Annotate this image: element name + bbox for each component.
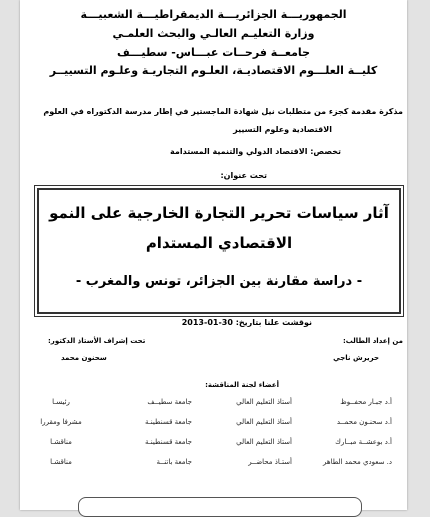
member-rank: أستـاذ محاضــر xyxy=(248,458,292,466)
member-role: رئيسـا xyxy=(52,398,70,406)
thesis-subtitle: - دراسة مقارنة بين الجزائر، تونس والمغرب - xyxy=(75,274,363,289)
header-line-republic: الجمهوريـــة الجزائريـــة الديمقراطيـــة الشعبيـــة xyxy=(80,8,347,21)
defense-date: نوقشت علنا بتاريخ: 30-01-2013 xyxy=(181,318,312,327)
member-name: أ.د بوعشــة مبــارك xyxy=(335,438,392,446)
committee-table xyxy=(27,398,392,478)
committee-label: أعضاء لجنة المناقشة: xyxy=(205,381,279,389)
supervisor-name: سحنون محمد xyxy=(61,354,107,362)
committee-row xyxy=(27,418,392,429)
student-name: حريرش ناجي xyxy=(333,354,379,362)
member-university: جامعة قسنطينـة xyxy=(144,418,192,426)
memo-line-1: مذكرة مقدمة كجزء من متطلبات نيل شهادة الماجستير في إطار مدرسة الدكتوراه في العلوم xyxy=(43,107,403,116)
member-rank: أستاذ التعليم العالي xyxy=(236,398,292,406)
document-page xyxy=(20,0,407,510)
specialty: تخصص: الاقتصاد الدولي والتنمية المستدامة xyxy=(170,147,341,156)
member-name: د. سعودي محمد الطاهر xyxy=(323,458,392,466)
member-role: مناقشـا xyxy=(50,458,72,466)
thesis-title-line-1: آثار سياسات تحرير التجارة الخارجية على النمو xyxy=(49,204,389,222)
member-role: مشرفا ومقررا xyxy=(40,418,82,426)
committee-row xyxy=(27,458,392,469)
academic-year-box xyxy=(78,497,362,517)
committee-row xyxy=(27,398,392,409)
header-line-university: جامعــة فرحــات عبـــاس- سطيـــف xyxy=(117,46,310,59)
header-line-faculty: كليــة العلـــوم الاقتصاديـة، العلـوم التجاريـة وعلـوم التسييــر xyxy=(49,64,378,77)
member-university: جامعة قسنطينـة xyxy=(144,438,192,446)
title-frame xyxy=(37,188,401,314)
thesis-title-line-2: الاقتصادي المستدام xyxy=(145,234,293,252)
member-rank: أستاذ التعليم العالي xyxy=(236,418,292,426)
header-line-ministry: وزارة التعليـم العالـي والبحث العلمـي xyxy=(112,27,315,40)
under-title-label: تحت عنوان: xyxy=(220,171,267,180)
member-university: جامعة باتنــة xyxy=(156,458,192,466)
member-rank: أستاذ التعليم العالي xyxy=(236,438,292,446)
member-name: أ.د سحنـون محمــد xyxy=(336,418,392,426)
committee-row xyxy=(27,438,392,449)
student-label: من إعداد الطالب: xyxy=(342,337,403,345)
member-role: مناقشـا xyxy=(50,438,72,446)
member-university: جامعة سطيــف xyxy=(147,398,192,406)
supervisor-label: تحت إشراف الأستاذ الدكتور: xyxy=(48,337,146,345)
memo-line-2: الاقتصادية وعلوم التسيير xyxy=(233,125,332,134)
member-name: أ.د جبـار محفــوظ xyxy=(340,398,392,406)
